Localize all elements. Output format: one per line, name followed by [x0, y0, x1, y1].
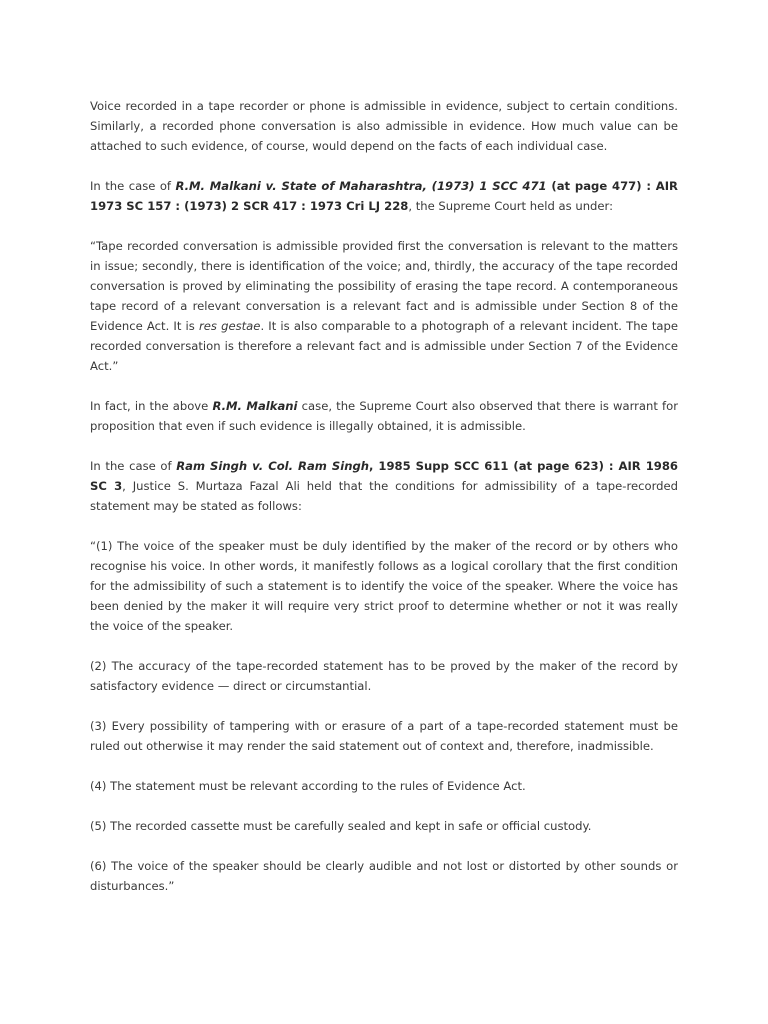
- case-name-malkani: R.M. Malkani v. State of Maharashtra,: [175, 179, 427, 193]
- document-page: [90, 96, 678, 916]
- citation-rest: (at page 477) : AIR 1973 SC 157 : (1973) 2 SCR 417 : 1973 Cri LJ 228: [90, 179, 678, 213]
- intro-paragraph: Voice recorded in a tape recorder or phone is admissible in evidence, subject to certain conditions. Similarly, a recorded phone conversation is also admissible in evidence. How much value can be attached to such evidence, of course, would depend on the facts of each individual case.: [90, 99, 678, 153]
- condition-2: (2) The accuracy of the tape-recorded statement has to be proved by the maker of the record by satisfactory evidence — direct or circumstantial.: [90, 659, 678, 693]
- text-run: case, the Supreme Court also observed that there is warrant for proposition that even if such evidence is illegally obtained, it is admissible.: [90, 399, 679, 433]
- malkani-quote-paragraph: [90, 236, 678, 376]
- case-name-ram-singh: Ram Singh v. Col. Ram Singh: [176, 459, 369, 473]
- condition-5: (5) The recorded cassette must be carefully sealed and kept in safe or official custody.: [90, 819, 592, 833]
- citation-scc: (1973) 1 SCC 471: [426, 179, 547, 193]
- res-gestae-term: res gestae: [199, 319, 261, 333]
- text-run: , the Supreme Court held as under:: [408, 199, 614, 213]
- condition-3: (3) Every possibility of tampering with or erasure of a part of a tape-recorded statement must be ruled out otherwise it may render the said statement out of context and, therefore, inadmissible.: [90, 719, 678, 753]
- text-run: In the case of: [90, 459, 177, 473]
- text-run: “Tape recorded conversation is admissible provided first the conversation is relevant to the matters in issue; secondly, there is identification of the voice; and, thirdly, the accuracy of the tape recorded conversation is proved by eliminating the possibility of erasing the tape record. A contemporaneous tape record of a relevant conversation is a relevant fact and is admissible under Section 8 of the Evidence Act. It is: [90, 239, 678, 333]
- malkani-case-paragraph: [90, 176, 678, 216]
- text-run: In fact, in the above: [90, 399, 213, 413]
- condition-6: (6) The voice of the speaker should be clearly audible and not lost or distorted by other sounds or disturbances.”: [90, 859, 678, 893]
- condition-1: “(1) The voice of the speaker must be duly identified by the maker of the record or by others who recognise his voice. In other words, it manifestly follows as a logical corollary that the first condition for the admissibility of such a statement is to identify the voice of the speaker. Where the voice has been denied by the maker it will require very strict proof to determine whether or not it was really the voice of the speaker.: [90, 539, 678, 633]
- text-run: , Justice S. Murtaza Fazal Ali held that the conditions for admissibility of a tape-recorded statement may be stated as follows:: [90, 479, 678, 513]
- ram-singh-case-paragraph: [90, 456, 678, 516]
- text-run: In the case of: [90, 179, 176, 193]
- condition-4: (4) The statement must be relevant according to the rules of Evidence Act.: [90, 779, 526, 793]
- text-run: . It is also comparable to a photograph of a relevant incident. The tape recorded conversation is therefore a relevant fact and is admissible under Section 7 of the Evidence Act.”: [90, 319, 679, 373]
- case-name-malkani-short: R.M. Malkani: [212, 399, 298, 413]
- citation-ram-singh: , 1985 Supp SCC 611 (at page 623) : AIR 1986 SC 3: [90, 459, 678, 493]
- illegally-obtained-paragraph: [90, 396, 678, 436]
